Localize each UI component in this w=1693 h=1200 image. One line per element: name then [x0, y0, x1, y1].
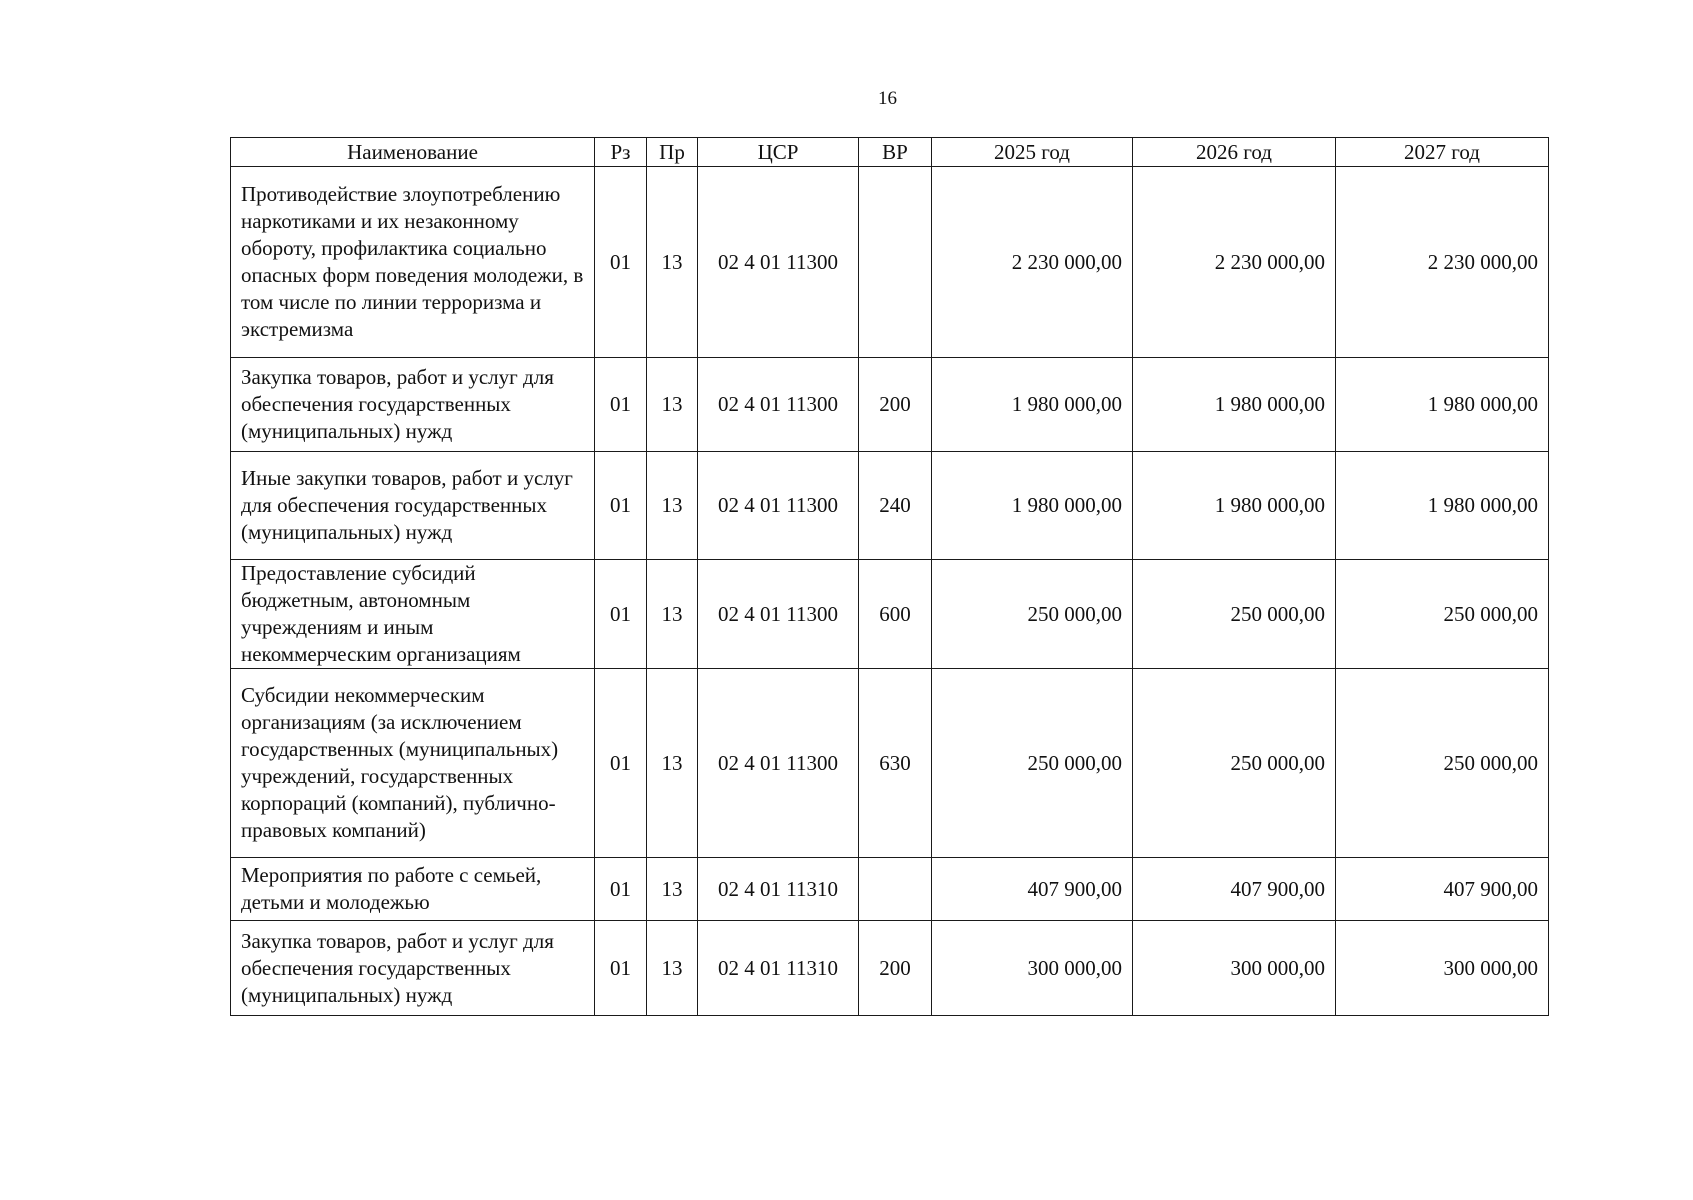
cell-rz: 01 — [595, 560, 647, 669]
cell-2025: 1 980 000,00 — [932, 452, 1133, 560]
page-number: 16 — [878, 88, 897, 109]
header-csr: ЦСР — [698, 138, 859, 167]
cell-name: Предоставление субсидий бюджетным, автономным учреждениям и иным некоммерческим организациям — [231, 560, 595, 669]
cell-csr: 02 4 01 11300 — [698, 452, 859, 560]
header-vr: ВР — [859, 138, 932, 167]
header-name: Наименование — [231, 138, 595, 167]
table-row — [231, 858, 1549, 921]
cell-2026: 300 000,00 — [1133, 921, 1336, 1016]
cell-rz: 01 — [595, 921, 647, 1016]
cell-rz: 01 — [595, 452, 647, 560]
cell-2026: 250 000,00 — [1133, 560, 1336, 669]
budget-table — [230, 137, 1549, 1016]
header-2025: 2025 год — [932, 138, 1133, 167]
cell-2025: 300 000,00 — [932, 921, 1133, 1016]
header-rz: Рз — [595, 138, 647, 167]
cell-pr: 13 — [647, 669, 698, 858]
cell-csr: 02 4 01 11300 — [698, 358, 859, 452]
cell-2025: 407 900,00 — [932, 858, 1133, 921]
cell-rz: 01 — [595, 167, 647, 358]
cell-pr: 13 — [647, 858, 698, 921]
cell-pr: 13 — [647, 560, 698, 669]
cell-name: Мероприятия по работе с семьей, детьми и молодежью — [231, 858, 595, 921]
header-2026: 2026 год — [1133, 138, 1336, 167]
cell-2025: 2 230 000,00 — [932, 167, 1133, 358]
cell-2027: 2 230 000,00 — [1336, 167, 1549, 358]
cell-2025: 250 000,00 — [932, 560, 1133, 669]
table-row — [231, 560, 1549, 669]
cell-2027: 1 980 000,00 — [1336, 358, 1549, 452]
cell-vr — [859, 167, 932, 358]
cell-2026: 250 000,00 — [1133, 669, 1336, 858]
cell-2025: 250 000,00 — [932, 669, 1133, 858]
table-row — [231, 358, 1549, 452]
cell-pr: 13 — [647, 167, 698, 358]
table-row — [231, 452, 1549, 560]
cell-rz: 01 — [595, 358, 647, 452]
cell-2027: 407 900,00 — [1336, 858, 1549, 921]
table-row — [231, 669, 1549, 858]
cell-rz: 01 — [595, 669, 647, 858]
cell-vr — [859, 858, 932, 921]
cell-2027: 300 000,00 — [1336, 921, 1549, 1016]
cell-pr: 13 — [647, 921, 698, 1016]
table-row — [231, 167, 1549, 358]
cell-vr: 630 — [859, 669, 932, 858]
cell-csr: 02 4 01 11310 — [698, 858, 859, 921]
cell-csr: 02 4 01 11300 — [698, 560, 859, 669]
cell-csr: 02 4 01 11310 — [698, 921, 859, 1016]
cell-csr: 02 4 01 11300 — [698, 167, 859, 358]
header-pr: Пр — [647, 138, 698, 167]
cell-name: Закупка товаров, работ и услуг для обеспечения государственных (муниципальных) нужд — [231, 358, 595, 452]
cell-vr: 240 — [859, 452, 932, 560]
cell-2026: 407 900,00 — [1133, 858, 1336, 921]
cell-csr: 02 4 01 11300 — [698, 669, 859, 858]
cell-2025: 1 980 000,00 — [932, 358, 1133, 452]
cell-pr: 13 — [647, 358, 698, 452]
cell-name: Закупка товаров, работ и услуг для обеспечения государственных (муниципальных) нужд — [231, 921, 595, 1016]
table-row — [231, 921, 1549, 1016]
cell-vr: 600 — [859, 560, 932, 669]
cell-2026: 2 230 000,00 — [1133, 167, 1336, 358]
cell-pr: 13 — [647, 452, 698, 560]
cell-2027: 1 980 000,00 — [1336, 452, 1549, 560]
cell-name: Субсидии некоммерческим организациям (за исключением государственных (муниципальных) учреждений, государственных корпораций (компаний), публично-правовых компаний) — [231, 669, 595, 858]
cell-2026: 1 980 000,00 — [1133, 358, 1336, 452]
cell-vr: 200 — [859, 921, 932, 1016]
cell-2027: 250 000,00 — [1336, 560, 1549, 669]
cell-name: Иные закупки товаров, работ и услуг для обеспечения государственных (муниципальных) нужд — [231, 452, 595, 560]
cell-vr: 200 — [859, 358, 932, 452]
cell-rz: 01 — [595, 858, 647, 921]
header-2027: 2027 год — [1336, 138, 1549, 167]
cell-2027: 250 000,00 — [1336, 669, 1549, 858]
cell-name: Противодействие злоупотреблению наркотиками и их незаконному обороту, профилактика социально опасных форм поведения молодежи, в том числе по линии терроризма и экстремизма — [231, 167, 595, 358]
cell-2026: 1 980 000,00 — [1133, 452, 1336, 560]
table-header-row — [231, 138, 1549, 167]
